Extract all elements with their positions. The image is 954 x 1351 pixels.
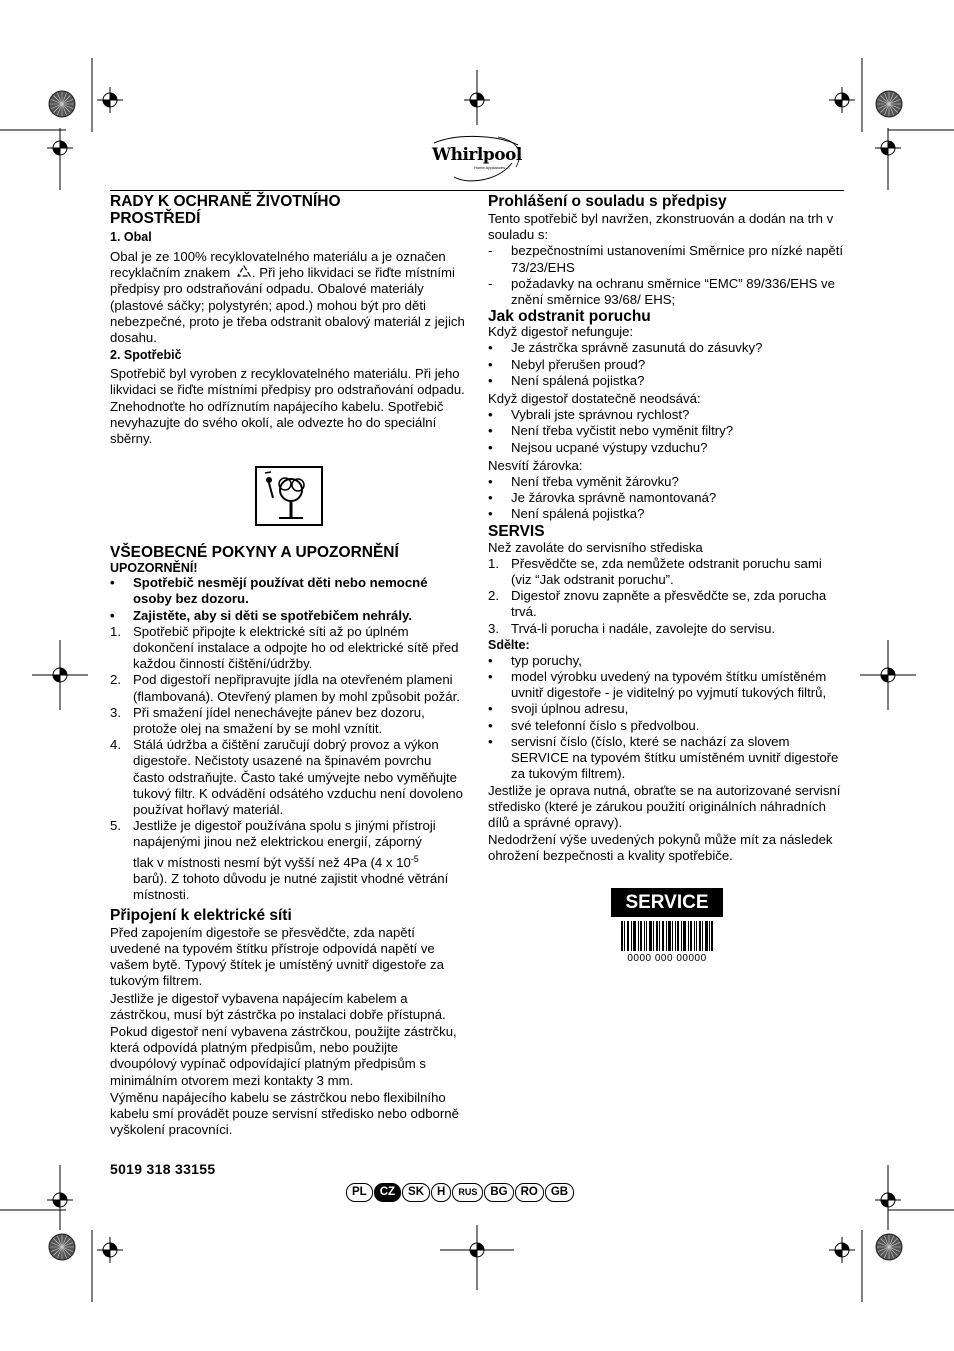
- list-item: 2. Digestoř znovu zapněte a přesvědčte se, zda porucha trvá.: [488, 588, 827, 620]
- appliance-text: Spotřebič byl vyroben z recyklovatelného materiálu. Při jeho likvidaci se řiďte místními předpisy pro odstraňování odpadu. Znehodnoťte ho odříznutím napájecího kabelu. Spotřebič nevyhazujte do svého okolí, ale odvezte ho do speciální sběrny.: [110, 366, 465, 447]
- language-badge-h: H: [431, 1183, 451, 1202]
- list-item: • Není třeba vyčistit nebo vyměnit filtry?: [488, 423, 734, 439]
- power-para: Výměnu napájecího kabelu se zástrčkou nebo flexibilního kabelu smí provádět pouze servisní středisko nebo odborně vyškolení pracovníci.: [110, 1089, 459, 1138]
- trouble-group-intro: Nesvítí žárovka:: [488, 457, 583, 473]
- closing-text: Jestliže je oprava nutná, obraťte se na autorizované servisní středisko (které je zárukou použití originálních náhradních dílů a správné opravy).: [488, 782, 841, 830]
- list-item: • model výrobku uvedený na typovém štítku umístěném uvnitř digestoře - je viditelný po vyjmutí tukových filtrů,: [488, 669, 827, 701]
- tidy-man-tree-icon: [257, 468, 321, 524]
- power-para: Jestliže je digestoř vybavena napájecím kabelem a zástrčkou, musí být zástrčka po instalaci dobře přístupná.: [110, 990, 446, 1022]
- language-badge-ro: RO: [515, 1183, 544, 1202]
- closing-text: Nedodržení výše uvedených pokynů může mít za následek ohrožení bezpečnosti a kvality spotřebiče.: [488, 832, 833, 864]
- packaging-heading: 1. Obal: [110, 230, 152, 244]
- appliance-heading: 2. Spotřebič: [110, 348, 182, 363]
- language-badge-cz: CZ: [374, 1183, 401, 1202]
- language-badge-pl: PL: [346, 1183, 373, 1202]
- list-item: • Není třeba vyměnit žárovku?: [488, 474, 679, 490]
- list-item: - bezpečnostními ustanoveními Směrnice pro nízké napětí 73/23/EHS: [488, 243, 844, 275]
- list-item: 2. Pod digestoří nepřipravujte jídla na otevřeném plameni (flambovaná). Otevřený plamen by mohl způsobit požár.: [110, 672, 460, 704]
- service-label-box: [611, 888, 723, 917]
- tidy-bin-logo: [255, 466, 323, 526]
- language-badge-rus: RUS: [452, 1183, 483, 1202]
- language-badge-sk: SK: [402, 1183, 430, 1202]
- packaging-text: Obal je ze 100% recyklovatelného materiálu a je označen recyklačním znakem . Při jeho likvidaci se řiďte místními předpisy pro odstraňování odpadu. Obalové materiály (plastové sáčky; polystyrén; apod.) mohou být pro děti nebezpečné, proto je třeba odstranit obalový materiál z jejich dosahu.: [110, 249, 465, 346]
- list-item: • své telefonní číslo s předvolbou.: [488, 717, 700, 733]
- language-badge-gb: GB: [545, 1183, 574, 1202]
- list-item: 3. Při smažení jídel nenechávejte pánev bez dozoru, protože olej na smažení by se mohl vznítit.: [110, 704, 425, 737]
- list-item: • Je žárovka správně namontovaná?: [488, 490, 717, 506]
- tell-label: Sdělte:: [488, 637, 530, 652]
- language-badge-bg: BG: [484, 1183, 513, 1202]
- list-item: • Není spálená pojistka?: [488, 372, 645, 388]
- list-item: • Není spálená pojistka?: [488, 506, 645, 522]
- list-item: 4. Stálá údržba a čištění zaručují dobrý provoz a výkon digestoře. Nečistoty usazené na špinavém povrchu často odstraňujte. Často také umývejte nebo vyměňujte tukový filtr. K odvádění odsátého vzduchu není dovoleno používat hořlavý materiál.: [110, 737, 463, 818]
- brand-logo: [428, 133, 528, 185]
- env-title: RADY K OCHRANĚ ŽIVOTNÍHO PROSTŘEDÍ: [110, 193, 341, 227]
- list-item: 1. Spotřebič připojte k elektrické síti až po úplném dokončení instalace a odpojte ho od elektrické sítě před každou činností čištění/údržby.: [110, 623, 459, 672]
- warning-label: UPOZORNĚNÍ!: [110, 561, 198, 576]
- list-item: - požadavky na ochranu směrnice “EMC” 89/336/EHS ve znění směrnice 93/68/ EHS;: [488, 275, 835, 308]
- list-item: • Nejsou ucpané výstupy vzduchu?: [488, 439, 708, 455]
- list-item: • Je zástrčka správně zasunutá do zásuvky?: [488, 340, 763, 356]
- service-label-text: SERVICE: [625, 892, 709, 913]
- list-item: 5. Jestliže je digestoř používána spolu s jinými přístroji napájenými jinou než elektrickou energií, záporný tlak v místnosti nesmí být vyšší než 4Pa (4 x $10^{-5}$ barů). Z tohoto důvodu je nutné zajistit vhodné větrání místnosti.: [110, 818, 449, 903]
- brand-logo-text: Whirlpool: [432, 145, 522, 165]
- list-item: • servisní číslo (číslo, které se nachází za slovem SERVICE na typovém štítku umístěném uvnitř digestoře za tukovým filtrem).: [488, 733, 839, 782]
- warning-item: • Spotřebič nesmějí používat děti nebo nemocné osoby bez dozoru.: [110, 575, 428, 607]
- warning-list: [110, 575, 466, 624]
- part-number: 5019 318 33155: [110, 1161, 216, 1177]
- language-badges: [346, 1182, 575, 1202]
- general-title: VŠEOBECNÉ POKYNY A UPOZORNĚNÍ: [110, 544, 399, 562]
- service-intro: Než zavoláte do servisního střediska: [488, 539, 703, 555]
- brand-tagline: Home Appliances: [474, 165, 506, 170]
- power-para: Pokud digestoř není vybavena zástrčkou, použijte zástrčku, která odpovídá platným předpisům, nebo použijte dvoupólový vypínač odpovídající platným předpisům s minimálním otvorem mezi kontakty 3 mm.: [110, 1023, 457, 1088]
- list-item: • typ poruchy,: [488, 652, 582, 668]
- troubleshooting-title: Jak odstranit poruchu: [488, 308, 651, 326]
- declaration-title: Prohlášení o souladu s předpisy: [488, 193, 727, 210]
- right-column: [488, 193, 844, 865]
- barcode-icon: [621, 921, 713, 951]
- list-item: • Nebyl přerušen proud?: [488, 356, 646, 372]
- declaration-intro: Tento spotřebič byl navržen, zkonstruován a dodán na trh v souladu s:: [488, 211, 834, 243]
- barcode-digits: 0000 000 00000: [627, 953, 707, 964]
- warning-item: • Zajistěte, aby si děti se spotřebičem nehrály.: [110, 607, 412, 623]
- trouble-group-intro: Když digestoř dostatečně neodsává:: [488, 391, 701, 407]
- recycle-icon: [236, 265, 252, 279]
- list-item: 1. Přesvědčte se, zda nemůžete odstranit poruchu sami (viz “Jak odstranit poruchu”.: [488, 555, 822, 588]
- list-item: • Vybrali jste správnou rychlost?: [488, 407, 690, 423]
- power-connection-title: Připojení k elektrické síti: [110, 906, 292, 924]
- power-para: Před zapojením digestoře se přesvědčte, zda napětí uvedené na typovém štítku přístroje odpovídá napětí ve vašem bytě. Typový štítek je umístěný uvnitř digestoře za tukovým filtrem.: [110, 924, 444, 989]
- header-rule: [110, 190, 844, 191]
- trouble-group-intro: Když digestoř nefunguje:: [488, 324, 634, 340]
- list-item: • svoji úplnou adresu,: [488, 701, 629, 717]
- list-item: 3. Trvá-li porucha i nadále, zavolejte do servisu.: [488, 620, 776, 636]
- left-column: [110, 193, 466, 1138]
- safety-numbered-list: [110, 624, 466, 904]
- service-title: SERVIS: [488, 522, 545, 540]
